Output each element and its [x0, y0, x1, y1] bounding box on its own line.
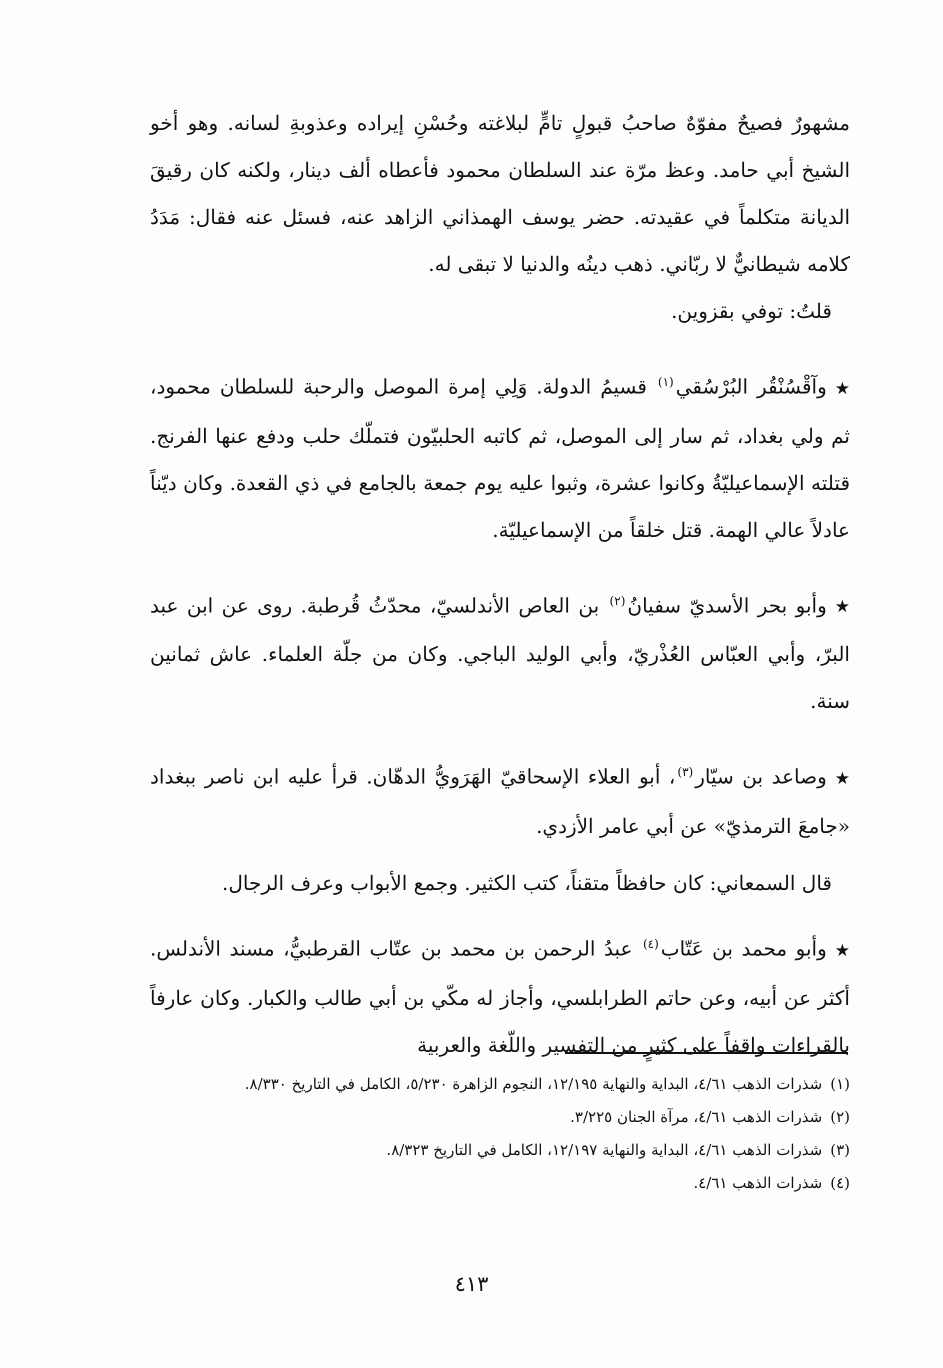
entry-sufyan	[150, 578, 850, 726]
footnote-number: (٣)	[830, 1141, 850, 1159]
entry-ibn-attab	[150, 921, 850, 1069]
footnote-ref-4[interactable]: (٤)	[642, 936, 659, 951]
footnote-2	[150, 1103, 850, 1132]
footnote-divider	[565, 1052, 848, 1054]
footnote-ref-3[interactable]: (٣)	[677, 765, 694, 780]
paragraph-1: مشهورٌ فصيحٌ مفوّهٌ صاحبُ قبولٍ تامٍّ لبلاغته وحُسْنِ إيراده وعذوبةِ لسانه. وهو أخو الشيخ أبي حامد. وعظ مرّة عند السلطان محمود فأعطاه ألف دينار، ولكنه كان رقيقَ الديانة متكلماً في عقيدته. حضر يوسف الهمذاني الزاهد عنه، فسئل عنه فقال: مَدَدُ كلامه شيطانيٌّ لا ربّاني. ذهب دينُه والدنيا لا تبقى له.	[150, 111, 850, 276]
footnote-4	[150, 1169, 850, 1198]
entry-body: ، أبو العلاء الإسحاقيّ الهَرَويُّ الدهّان. قرأ عليه ابن ناصر ببغداد «جامعَ الترمذيّ» عن أبي عامر الأزدي.	[150, 764, 850, 838]
entry-body: بن العاص الأندلسيّ، محدّثُ قُرطبة. روى عن ابن عبد البرّ، وأبي العبّاس العُذْريّ، وأبي الوليد الباجي. وكان من جلّة العلماء. عاش ثمانين سنة.	[150, 593, 850, 714]
footnote-text: شذرات الذهب ٤/٦١، البداية والنهاية ١٢/١٩٧، الكامل في التاريخ ٨/٣٢٣.	[386, 1141, 823, 1159]
entry-name: وأبو محمد بن عَتّاب	[660, 936, 827, 961]
footnote-number: (٢)	[830, 1108, 850, 1126]
entry-body: عبدُ الرحمن بن محمد بن عتّاب القرطبيُّ، مسند الأندلس. أكثر عن أبيه، وعن حاتم الطرابلسي، وأجاز له مكّي بن أبي طالب والكبار. وكان عارفاً بالقراءات واقفاً على كثيرٍ من التفسير واللّغة والعربية	[150, 936, 850, 1057]
footnote-number: (١)	[830, 1075, 850, 1093]
footnote-text: شذرات الذهب ٤/٦١، مرآة الجنان ٣/٢٢٥.	[570, 1108, 823, 1126]
footnote-text: شذرات الذهب ٤/٦١.	[693, 1174, 823, 1192]
footnote-1	[150, 1070, 850, 1099]
entry-body: قسيمُ الدولة. وَلِي إمرة الموصل والرحبة للسلطان محمود، ثم ولي بغداد، ثم سار إلى الموصل، ثم كاتبه الحلبيّون فتملّك حلب ودفع عنها الفرنج. قتلته الإسماعيليّةُ وكانوا عشرة، وثبوا عليه يوم جمعة بالجامع في ذي القعدة. وكان ديّناً عادلاً عالي الهمة. قتل خلقاً من الإسماعيليّة.	[150, 374, 850, 542]
footnote-number: (٤)	[830, 1174, 850, 1192]
star-icon: ★	[834, 378, 851, 399]
paragraph-2: قلتُ: توفي بقزوين.	[671, 299, 832, 323]
page-number: ٤١٣	[454, 1272, 489, 1296]
main-text	[150, 100, 850, 1069]
star-icon: ★	[834, 768, 850, 789]
footnote-3	[150, 1136, 850, 1165]
footnote-ref-1[interactable]: (١)	[657, 375, 674, 389]
entry-aqsunqur	[150, 359, 850, 554]
entry-name: وأبو بحر الأسديّ سفيانُ	[627, 593, 827, 618]
footnote-text: شذرات الذهب ٤/٦١، البداية والنهاية ١٢/١٩٥، النجوم الزاهرة ٥/٢٣٠، الكامل في التاريخ ٨/٣٣٠.	[244, 1075, 823, 1093]
entry-name: وآقْسُنْقُر البُرْسُقي	[675, 374, 827, 399]
star-icon: ★	[834, 940, 850, 961]
footnotes	[150, 1070, 850, 1202]
entry-saed	[150, 749, 850, 850]
entry-name: وصاعد بن سيّار	[695, 764, 827, 789]
paragraph-samani: قال السمعاني: كان حافظاً متقناً، كتب الكثير. وجمع الأبواب وعرف الرجال.	[221, 870, 832, 895]
star-icon: ★	[834, 597, 850, 618]
footnote-ref-2[interactable]: (٢)	[609, 593, 626, 608]
